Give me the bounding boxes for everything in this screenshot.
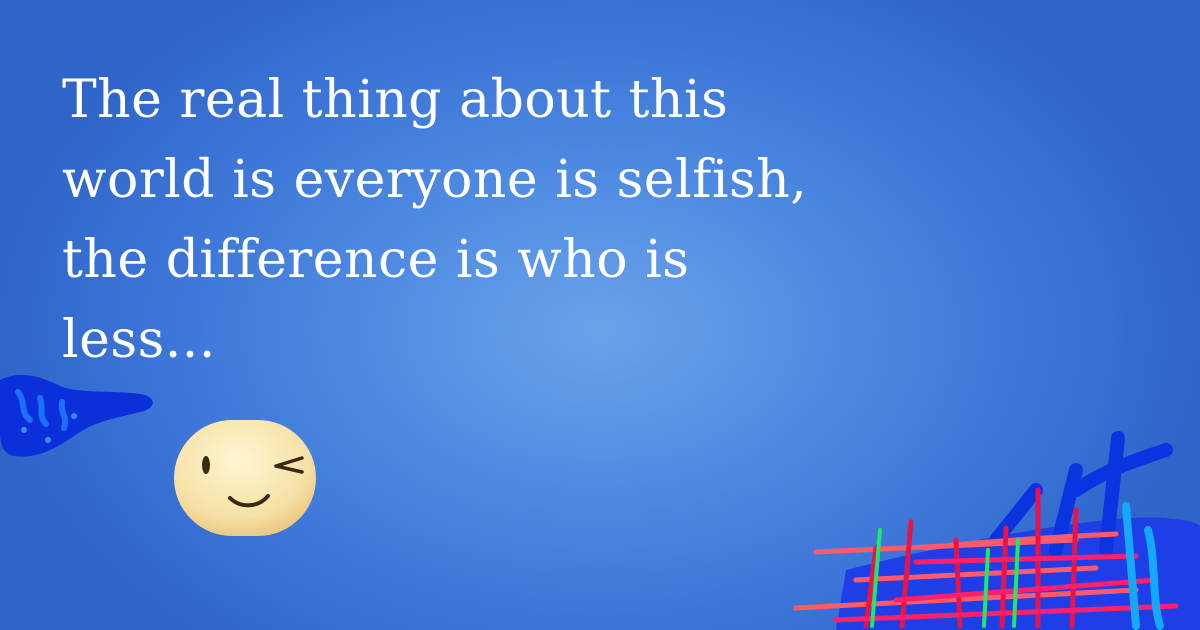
blue-scribble-left [0, 372, 160, 467]
quote-line-4: less... [62, 310, 216, 370]
quote-text [62, 60, 922, 380]
quote-line-2: world is everyone is selfish, [62, 150, 808, 210]
multicolor-scribble-right [776, 430, 1200, 630]
quote-line-3: the difference is who is [62, 230, 690, 290]
winking-face-icon [172, 418, 318, 538]
quote-line-1: The real thing about this [62, 70, 729, 130]
